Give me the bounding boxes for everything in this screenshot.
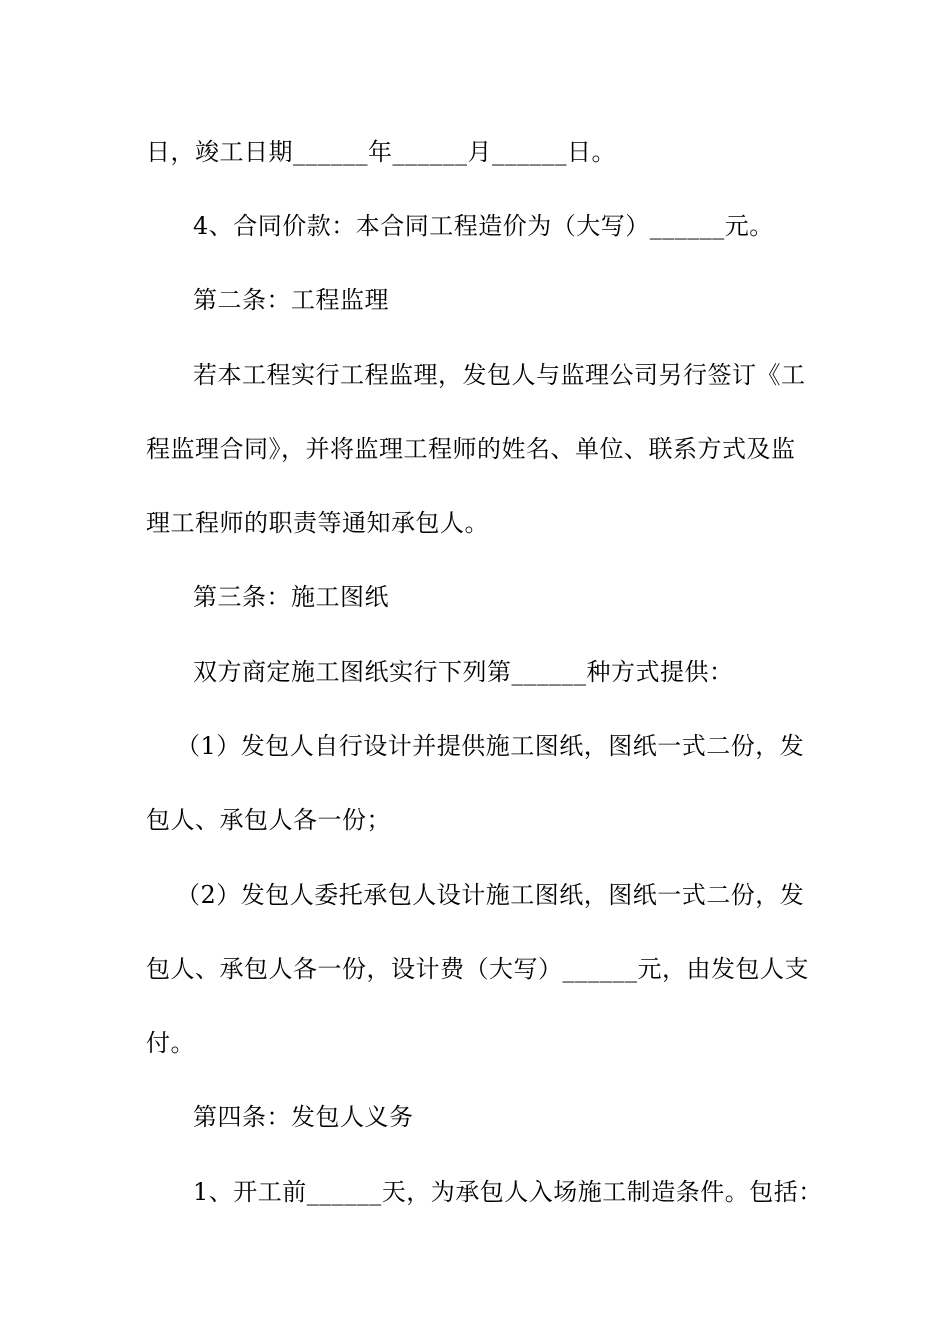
section-heading: 第二条：工程监理 (193, 286, 389, 314)
text-line: 1、开工前______天，为承包人入场施工制造条件。包括： (193, 1178, 823, 1206)
text-line: 包人、承包人各一份，设计费（大写）______元，由发包人支 (146, 955, 809, 983)
text-line: （1）发包人自行设计并提供施工图纸，图纸一式二份，发 (176, 732, 805, 760)
text-line: 理工程师的职责等通知承包人。 (146, 509, 489, 537)
text-line: 程监理合同》，并将监理工程师的姓名、单位、联系方式及监 (146, 435, 796, 463)
text-line: 日，竣工日期______年______月______日。 (146, 138, 616, 166)
text-line: 双方商定施工图纸实行下列第______种方式提供： (193, 658, 734, 686)
text-line: 若本工程实行工程监理，发包人与监理公司另行签订《工 (193, 361, 806, 389)
text-line: 付。 (146, 1029, 195, 1057)
section-heading: 第四条：发包人义务 (193, 1103, 414, 1131)
text-line: 包人、承包人各一份； (146, 806, 391, 834)
section-heading: 第三条：施工图纸 (193, 583, 389, 611)
text-line: （2）发包人委托承包人设计施工图纸，图纸一式二份，发 (176, 881, 805, 909)
text-line: 4、合同价款：本合同工程造价为（大写）______元。 (193, 212, 774, 240)
